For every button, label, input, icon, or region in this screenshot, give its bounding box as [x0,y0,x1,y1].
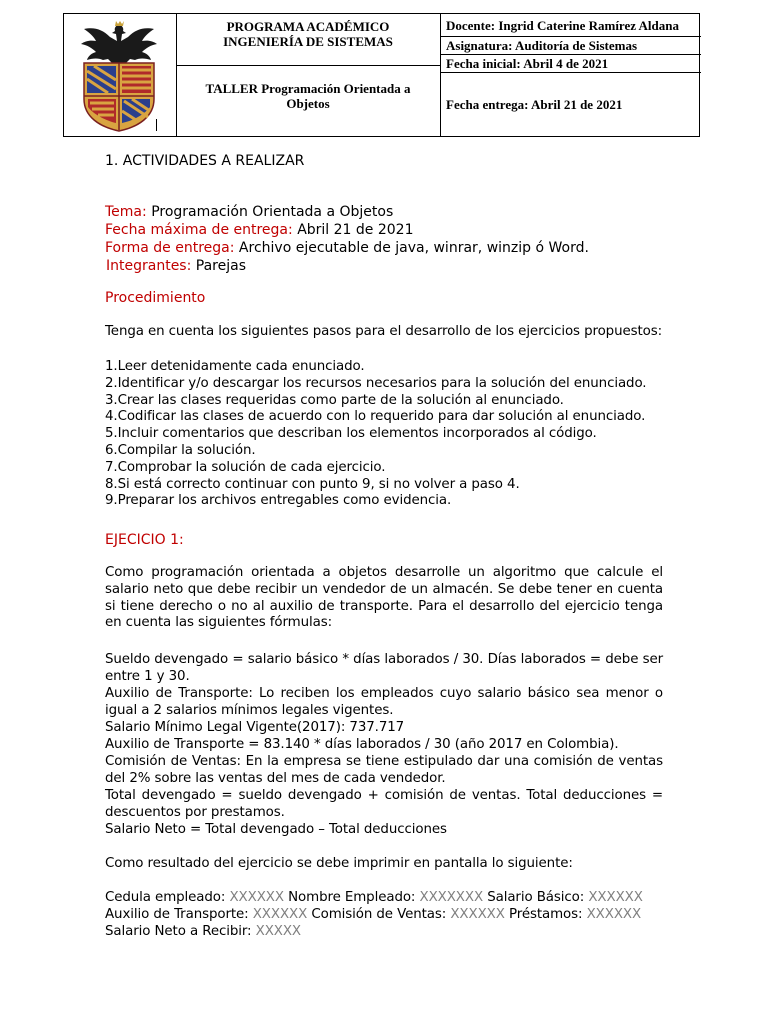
formula-1: Sueldo devengado = salario básico * días laborados / 30. Días laborados = debe ser entre 1 y 30. [105,652,663,684]
auxilio-label: Auxilio de Transporte: [105,906,249,922]
exercise-title: EJECICIO 1: [105,532,184,548]
exercise-intro: Como programación orientada a objetos desarrolle un algoritmo que calcule el salario neto que debe recibir un vendedor de un almacén. Se debe tener en cuenta si tiene derecho o no al auxilio de transporte. Para el desarrollo del ejercicio tenga en cuenta las siguientes fórmulas: [105,565,663,631]
info-deadline [105,221,413,239]
comision-label: Comisión de Ventas: [311,906,447,922]
nombre-value: XXXXXXX [419,890,484,905]
info-value: Programación Orientada a Objetos [151,204,394,220]
teacher-name: Docente: Ingrid Caterine Ramírez Aldana [446,18,680,33]
info-value: Archivo ejecutable de java, winrar, winzip ó Word. [238,240,589,256]
workshop-title [176,81,440,111]
salario-value: XXXXXX [588,890,643,905]
program-title [176,19,440,49]
due-date: Fecha entrega: Abril 21 de 2021 [446,97,623,112]
salario-label: Salario Básico: [487,890,585,905]
output-fields [105,890,663,940]
cedula-label: Cedula empleado: [105,890,226,905]
list-item: 1.Leer detenidamente cada enunciado. [105,359,365,374]
nombre-label: Nombre Empleado: [288,890,416,905]
header-divider [440,36,701,37]
list-item: 2.Identificar y/o descargar los recursos necesarios para la solución del enunciado. [105,375,647,391]
subject-name: Asignatura: Auditoría de Sistemas [446,38,638,53]
workshop-line-2: Objetos [286,96,330,111]
info-label: Tema: [105,204,147,220]
cedula-value: XXXXXX [229,890,284,905]
auxilio-value: XXXXXX [252,906,308,922]
list-item: 6.Compilar la solución. [105,442,256,458]
list-item: 9.Preparar los archivos entregables como evidencia. [105,493,452,509]
formula-3: Salario Mínimo Legal Vigente(2017): 737.717 [105,720,405,735]
prestamos-label: Préstamos: [508,906,583,922]
comision-value: XXXXXX [450,906,505,922]
header-mark [156,119,157,131]
program-line-1: PROGRAMA ACADÉMICO [226,19,390,34]
start-date: Fecha inicial: Abril 4 de 2021 [446,56,609,71]
formula-7: Salario Neto = Total devengado – Total deducciones [105,822,447,837]
info-members [106,257,246,275]
university-crest-logo [72,19,167,134]
formula-4: Auxilio de Transporte = 83.140 * días laborados / 30 (año 2017 en Colombia). [105,737,619,752]
info-value: Abril 21 de 2021 [297,222,414,238]
prestamos-value: XXXXXX [586,906,642,922]
output-intro: Como resultado del ejercicio se debe imprimir en pantalla lo siguiente: [105,856,573,871]
list-item: 3.Crear las clases requeridas como parte de la solución al enunciado. [105,392,564,408]
list-item: 4.Codificar las clases de acuerdo con lo requerido para dar solución al enunciado. [105,409,646,425]
steps-list [105,359,663,510]
header-divider [440,14,441,136]
neto-label: Salario Neto a Recibir: [105,923,252,939]
info-label: Integrantes: [106,258,192,274]
header-divider [440,54,701,55]
formula-6: Total devengado = sueldo devengado + comisión de ventas. Total deducciones = descuentos por prestamos. [105,788,663,820]
info-value: Parejas [195,258,246,274]
workshop-line-1: TALLER Programación Orientada a [205,81,411,96]
info-label: Forma de entrega: [105,240,235,256]
list-item: 5.Incluir comentarios que describan los elementos incorporados al código. [105,426,597,442]
procedure-title: Procedimiento [105,290,206,306]
document-header [63,13,700,137]
info-label: Fecha máxima de entrega: [105,222,293,238]
formula-2: Auxilio de Transporte: Lo reciben los empleados cuyo salario básico sea menor o igual a 2 salarios mínimos legales vigentes. [105,686,663,718]
procedure-intro: Tenga en cuenta los siguientes pasos para el desarrollo de los ejercicios propuestos: [105,324,663,339]
program-line-2: INGENIERÍA DE SISTEMAS [223,34,393,49]
info-topic [105,203,393,221]
section-title: 1. ACTIVIDADES A REALIZAR [105,153,305,169]
list-item: 7.Comprobar la solución de cada ejercicio. [105,459,386,475]
list-item: 8.Si está correcto continuar con punto 9, si no volver a paso 4. [105,476,520,492]
info-delivery-form [105,239,589,257]
header-divider [440,72,701,73]
formula-5: Comisión de Ventas: En la empresa se tiene estipulado dar una comisión de ventas del 2% sobre las ventas del mes de cada vendedor. [105,754,663,786]
neto-value: XXXXX [255,923,301,939]
header-divider [176,65,440,66]
